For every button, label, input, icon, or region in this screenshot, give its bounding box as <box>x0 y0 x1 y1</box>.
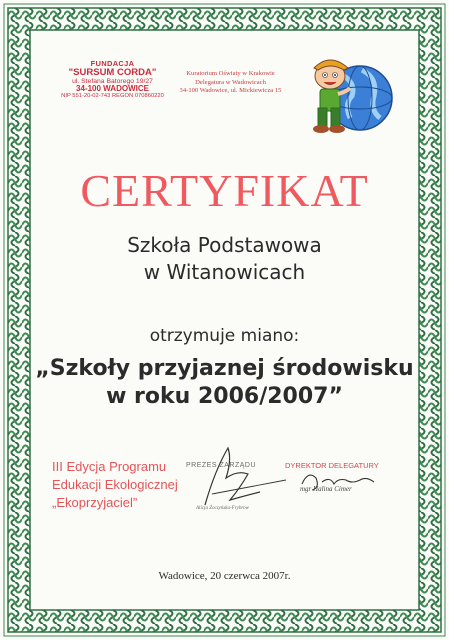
place-and-date: Wadowice, 20 czerwca 2007r. <box>158 570 291 582</box>
foundation-stamp <box>50 60 175 99</box>
dyrektor-name: mgr Halina Cimer <box>300 485 352 493</box>
program-line: Edukacji Ekologicznej <box>52 477 178 493</box>
kuratorium-stamp <box>168 70 293 96</box>
stamp-line: ul. Stefana Batorego 19/27 <box>72 77 153 85</box>
dyrektor-title: DYREKTOR DELEGATURY <box>285 461 379 470</box>
kuratorium-line: Kuratorium Oświaty w Krakowie <box>186 70 275 77</box>
program-line: III Edycja Programu <box>52 459 167 474</box>
stamp-line: "SURSUM CORDA" <box>68 66 157 78</box>
prezes-name: Alicja Żoczyńska-Frybrow <box>196 506 250 511</box>
mascot-globe-logo <box>300 48 400 140</box>
school-name <box>0 232 449 286</box>
award-title-line: „Szkoły przyjaznej środowisku <box>35 356 414 381</box>
school-name-line: Szkoła Podstawowa <box>127 233 322 257</box>
stamp-line: 34-100 WADOWICE <box>76 83 149 93</box>
certificate-title: CERTYFIKAT <box>80 165 369 216</box>
prezes-title: PREZES ZARZĄDU <box>186 462 257 469</box>
receives-text: otrzymuje miano: <box>149 326 300 346</box>
kuratorium-line: 34-100 Wadowice, ul. Mickiewicza 15 <box>179 87 282 95</box>
program-line: „Ekoprzyjaciel” <box>52 495 138 511</box>
kuratorium-line: Delegatura w Wadowicach <box>195 78 266 86</box>
stamp-line: NIP 551-20-02-743 REGON 070860220 <box>61 93 164 100</box>
award-title-line: w roku 2006/2007” <box>106 383 343 409</box>
school-name-line: w Witanowicach <box>143 260 306 284</box>
stamp-line: FUNDACJA <box>90 59 135 68</box>
award-title <box>0 355 449 410</box>
